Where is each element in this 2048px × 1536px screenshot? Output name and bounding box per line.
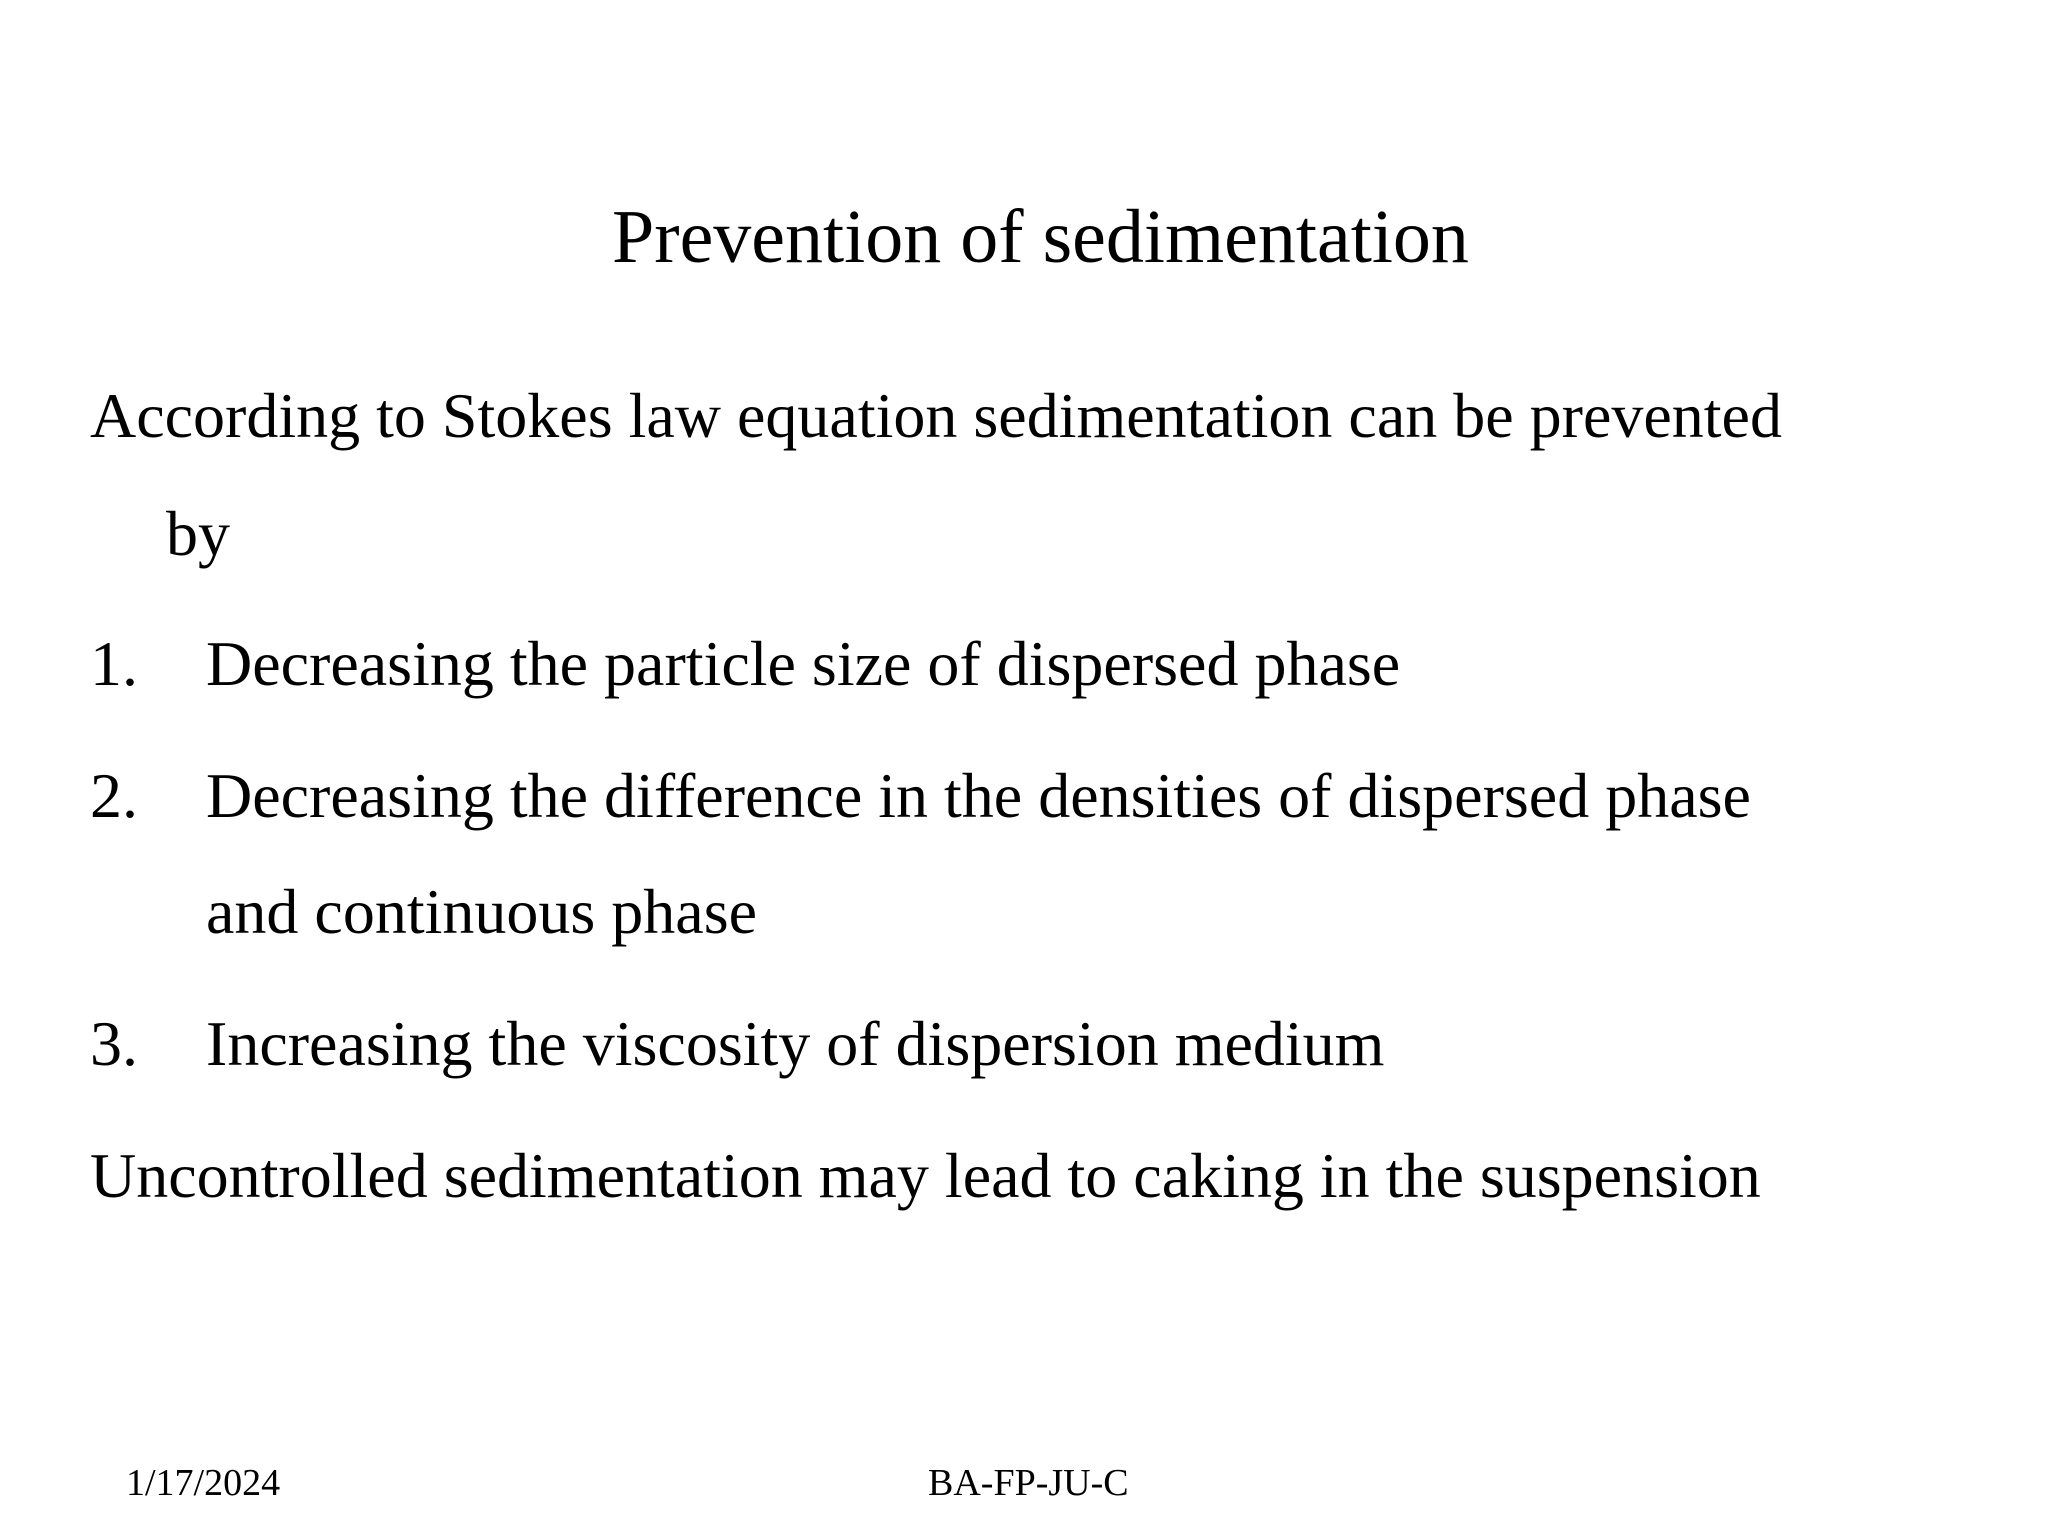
- list-item-1-text: Decreasing the particle size of dispersed phase: [206, 628, 1401, 699]
- list-item-3-text: Increasing the viscosity of dispersion medium: [206, 1008, 1385, 1079]
- list-item-3-number: 3.: [90, 1008, 138, 1079]
- list-item-2-text-line-1: Decreasing the difference in the densities of dispersed phase: [206, 760, 1751, 831]
- footer-code: BA-FP-JU-C: [928, 1462, 1129, 1504]
- slide-title: Prevention of sedimentation: [612, 195, 1469, 279]
- list-item-1-number: 1.: [90, 628, 138, 699]
- conclusion-text: Uncontrolled sedimentation may lead to caking in the suspension: [90, 1140, 1761, 1211]
- list-item-2-number: 2.: [90, 760, 138, 831]
- list-item-2-text-line-2: and continuous phase: [206, 876, 757, 947]
- intro-text-line-2: by: [166, 498, 230, 569]
- intro-text-line-1: According to Stokes law equation sedimentation can be prevented: [90, 380, 1782, 451]
- footer-date: 1/17/2024: [126, 1462, 281, 1504]
